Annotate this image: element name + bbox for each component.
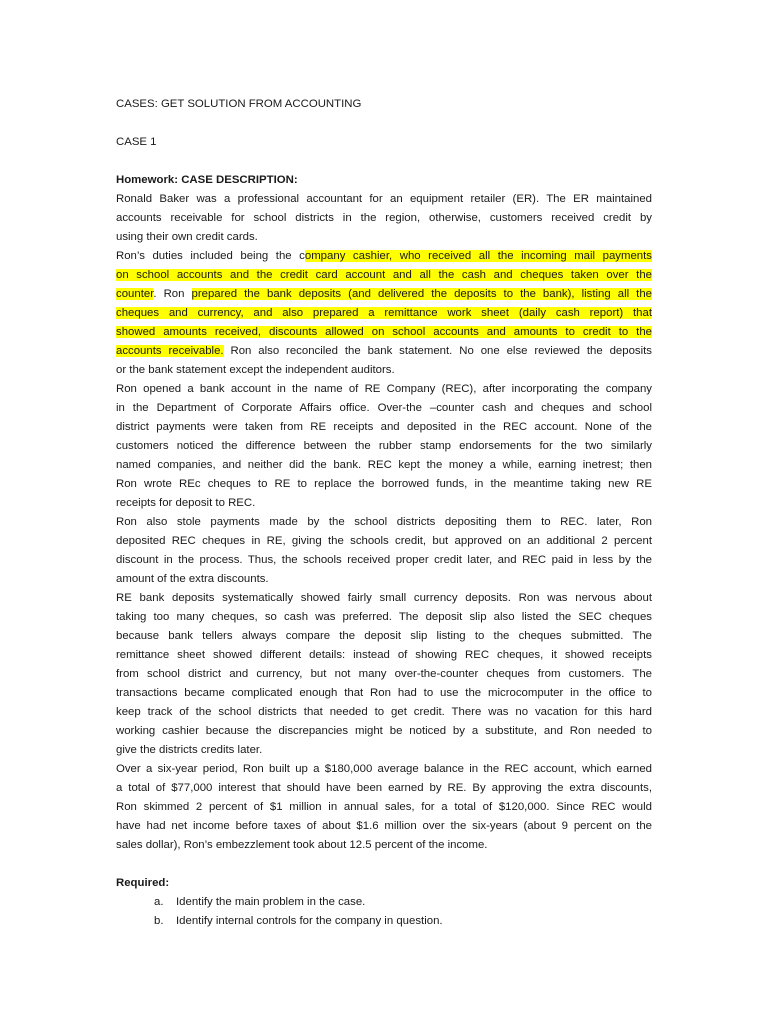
text-line: amount of the extra discounts. (116, 573, 269, 585)
document-title: CASES: GET SOLUTION FROM ACCOUNTING (116, 98, 362, 110)
highlighted-text: showed amounts received, discounts allowed on school accounts and amounts to credit to the (116, 326, 652, 338)
list-item (116, 912, 652, 931)
text-line: Ron also stole payments made by the school districts depositing them to REC. later, Ron (116, 516, 652, 528)
paragraph-stole-payments (116, 513, 652, 589)
text-line: taking too many cheques, so cash was preferred. The deposit slip also listed the SEC cheques (116, 611, 652, 623)
text-line: in the Department of Corporate Affairs office. Over-the –counter cash and cheques and school (116, 402, 652, 414)
highlighted-text: cheques and currency, and also prepared a remittance work sheet (daily cash report) that (116, 307, 652, 319)
highlighted-text: on school accounts and the credit card account and all the cash and cheques taken over the (116, 269, 652, 281)
text-line: or the bank statement except the independent auditors. (116, 364, 395, 376)
text-line: Over a six-year period, Ron built up a $180,000 average balance in the REC account, which earned (116, 763, 652, 775)
text-line: customers noticed the difference between the rubber stamp endorsements for the two similarly (116, 440, 652, 452)
list-item-text: Identify internal controls for the company in question. (176, 915, 443, 927)
highlighted-text: ompany cashier, who received all the incoming mail payments (304, 250, 652, 262)
text-line: keep track of the school districts that needed to get credit. There was no vacation for this hard (116, 706, 652, 718)
text-line (116, 247, 652, 266)
text-line: Ron opened a bank account in the name of RE Company (REC), after incorporating the company (116, 383, 652, 395)
paragraph-intro (116, 190, 652, 247)
required-list (116, 893, 652, 931)
list-item-text: Identify the main problem in the case. (176, 896, 366, 908)
text-line: Ronald Baker was a professional accountant for an equipment retailer (ER). The ER maintained (116, 193, 652, 205)
text-line: sales dollar), Ron’s embezzlement took about 12.5 percent of the income. (116, 839, 488, 851)
text-run: Ron also reconciled the bank statement. No one else reviewed the deposits (223, 345, 653, 357)
text-line (116, 266, 652, 285)
document-body (116, 95, 652, 931)
text-line: a total of $77,000 interest that should have been earned by RE. By approving the extra discounts, (116, 782, 652, 794)
text-line: transactions became complicated enough that Ron had to use the microcomputer in the office to (116, 687, 652, 699)
list-marker: b. (154, 915, 164, 927)
paragraph-totals (116, 760, 652, 855)
paragraph-rec-account (116, 380, 652, 513)
highlighted-text: counter (116, 288, 154, 300)
list-item (116, 893, 652, 912)
text-line: using their own credit cards. (116, 231, 258, 243)
text-line: named companies, and neither did the bank. REC kept the money a while, earning inetrest; then (116, 459, 652, 471)
text-line (116, 342, 652, 361)
text-line: working cashier because the discrepancies might be noticed by a substitute, and Ron needed to (116, 725, 652, 737)
text-line: discount in the process. Thus, the schools received proper credit later, and REC paid in less by the (116, 554, 652, 566)
text-line: from school district and currency, but not many over-the-counter cheques from customers. The (116, 668, 652, 680)
highlighted-text: accounts receivable. (116, 345, 224, 357)
text-line (116, 323, 652, 342)
text-line: accounts receivable for school districts in the region, otherwise, customers received credit by (116, 212, 652, 224)
homework-heading: Homework: CASE DESCRIPTION: (116, 174, 298, 186)
text-line: deposited REC cheques in RE, giving the schools credit, but approved on an additional 2 percent (116, 535, 652, 547)
case-label: CASE 1 (116, 136, 157, 148)
text-line: district payments were taken from RE receipts and deposited in the REC account. None of the (116, 421, 652, 433)
text-run: . Ron (153, 288, 192, 300)
text-line: Ron wrote REc cheques to RE to replace the borrowed funds, in the meantime taking new RE (116, 478, 652, 490)
text-line: have had net income before taxes of about $1.6 million over the six-years (about 9 percent on the (116, 820, 652, 832)
text-line: RE bank deposits systematically showed fairly small currency deposits. Ron was nervous about (116, 592, 652, 604)
paragraph-duties (116, 247, 652, 380)
highlighted-text: prepared the bank deposits (and delivered the deposits to the bank), listing all the (191, 288, 653, 300)
text-run: Ron’s duties included being the c (116, 250, 305, 262)
required-heading: Required: (116, 877, 170, 889)
text-line: receipts for deposit to REC. (116, 497, 256, 509)
list-marker: a. (154, 896, 164, 908)
text-line: Ron skimmed 2 percent of $1 million in annual sales, for a total of $120,000. Since REC would (116, 801, 652, 813)
text-line: remittance sheet showed different details: instead of showing REC cheques, it showed receipts (116, 649, 652, 661)
text-line (116, 304, 652, 323)
text-line (116, 285, 652, 304)
text-line: give the districts credits later. (116, 744, 263, 756)
paragraph-deposits (116, 589, 652, 760)
text-line: because bank tellers always compare the deposit slip listing to the cheques submitted. The (116, 630, 652, 642)
